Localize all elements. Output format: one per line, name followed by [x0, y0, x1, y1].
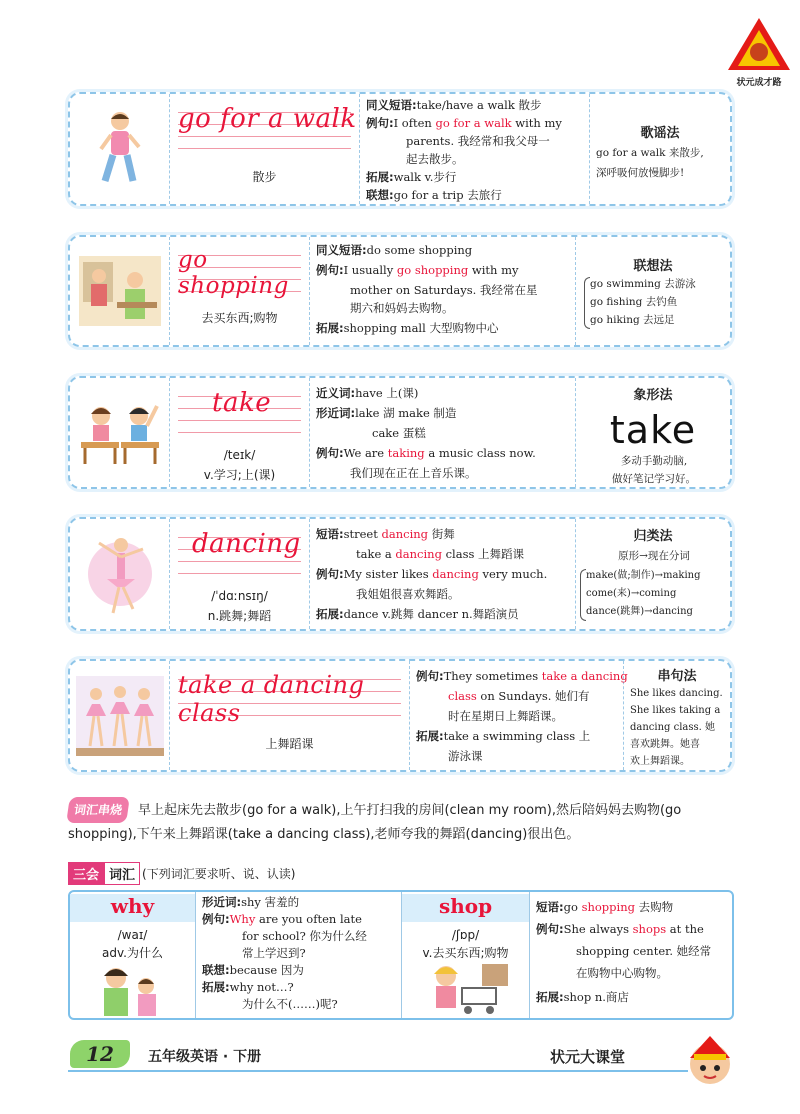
tip-title: 串句法	[657, 669, 697, 684]
classroom-illustration	[70, 378, 170, 487]
meaning: v.学习;上(课)	[203, 468, 276, 482]
phonetic: /waɪ/	[117, 928, 148, 942]
section-title: 词汇	[104, 862, 140, 885]
headword: dancing	[192, 529, 301, 559]
logo-triangle-icon	[726, 16, 792, 72]
walking-boy-illustration	[70, 94, 170, 204]
meaning: 散步	[252, 170, 277, 184]
meaning: n.跳舞;舞蹈	[207, 609, 272, 623]
brand-logo	[726, 16, 792, 86]
section-note: (下列词汇要求听、说、认读)	[142, 866, 296, 881]
word-card: take a dancing class 上舞蹈课 例句:They sometimes take a dancing class on Sundays. 她们有 时在星期日上舞蹈课。 拓展:take a swimming class 上 游泳课 串句法 She likes dancing. She likes taking a dancing class. 她 喜欢跳舞。她喜 欢上舞蹈课。	[68, 659, 732, 772]
vocab-word: shop	[438, 894, 493, 918]
mascot-icon	[682, 1030, 738, 1094]
series-title: 状元大课堂	[550, 1048, 626, 1066]
summary-label: 词汇串烧	[66, 797, 130, 823]
vocab-box: why /waɪ/ adv.为什么 形近词:shy 害羞的 例句:Why are you often late for school? 你为什么经 常上学迟到? 联想:because 因为 拓展:why not…? 为什么不(……)呢? shop /ʃɒp/ v.去买东西;购物 短语:go shopping 去购物 例句:She always shops at the shopping center. 她经常 在购物中心购物。 拓展:shop n.商店	[68, 890, 734, 1020]
headword: take	[212, 388, 272, 418]
word-card: take /teɪk/ v.学习;上(课) 近义词:have 上(课) 形近词:lake 湖 make 制造 cake 蛋糕 例句:We are taking a music class now. 我们现在正在上音乐课。 象形法 take 多动手勤动脑, 做好笔记学习好。	[68, 376, 732, 489]
phonetic: /ˈdɑːnsɪŋ/	[211, 589, 268, 603]
headword: go for a walk	[178, 104, 357, 134]
section-header	[68, 862, 295, 884]
section-tag: 三会	[68, 862, 104, 885]
word-card: go shopping 去买东西;购物 同义短语:do some shopping 例句:I usually go shopping with my mother on Saturdays. 我经常在星 期六和妈妈去购物。 拓展:shopping mall 大型购物中心 联想法 go swimming 去游泳 go fishing 去钓鱼 go hiking 去远足	[68, 235, 732, 347]
shopping-illustration	[70, 237, 170, 345]
mother-child-illustration	[96, 962, 170, 1016]
tip-title: 归类法	[633, 529, 673, 544]
ballet-class-illustration	[70, 661, 170, 770]
dancer-illustration	[70, 519, 170, 629]
tip-title: 歌谣法	[640, 126, 680, 141]
tip-title: 联想法	[633, 259, 673, 274]
logo-text: 状元成才路	[736, 78, 782, 88]
phonetic: /ʃɒp/	[451, 928, 480, 942]
tip-title: 象形法	[633, 388, 673, 403]
phonetic: /teɪk/	[223, 448, 256, 462]
vocab-word: why	[110, 894, 155, 918]
word-card: go for a walk 散步 同义短语:take/have a walk 散步 例句:I often go for a walk with my parents. 我经常和我父母一 起去散步。 拓展:walk v.步行 联想:go for a trip 去旅行 歌谣法 go for a walk 来散步, 深呼吸何放慢脚步!	[68, 92, 732, 206]
meaning: v.去买东西;购物	[422, 946, 509, 960]
word-card: dancing /ˈdɑːnsɪŋ/ n.跳舞;舞蹈 短语:street dancing 街舞 take a dancing class 上舞蹈课 例句:My sister likes dancing very much. 我姐姐很喜欢舞蹈。 拓展:dance v.跳舞 dancer n.舞蹈演员 归类法 原形→现在分词 make(做;制作)→making come(来)→coming dance(跳舞)→dancing	[68, 517, 732, 631]
meaning: adv.为什么	[102, 946, 163, 960]
page-number: 12	[70, 1040, 130, 1068]
headword: go shopping	[178, 247, 289, 299]
headword: take a dancing class	[178, 671, 365, 727]
meaning: 去买东西;购物	[201, 311, 278, 325]
footer-rule	[68, 1070, 688, 1072]
book-title: 五年级英语 · 下册	[148, 1049, 262, 1065]
summary-paragraph	[68, 797, 734, 847]
meaning: 上舞蹈课	[265, 737, 314, 751]
shopping-cart-illustration	[422, 962, 510, 1016]
summary-text: 早上起床先去散步(go for a walk),上午打扫我的房间(clean my room),然后陪妈妈去购物(go shopping),下午来上舞蹈课(take a dancing class),老师夸我的舞蹈(dancing)很出色。	[68, 803, 682, 842]
pictograph-word: take	[609, 408, 697, 452]
